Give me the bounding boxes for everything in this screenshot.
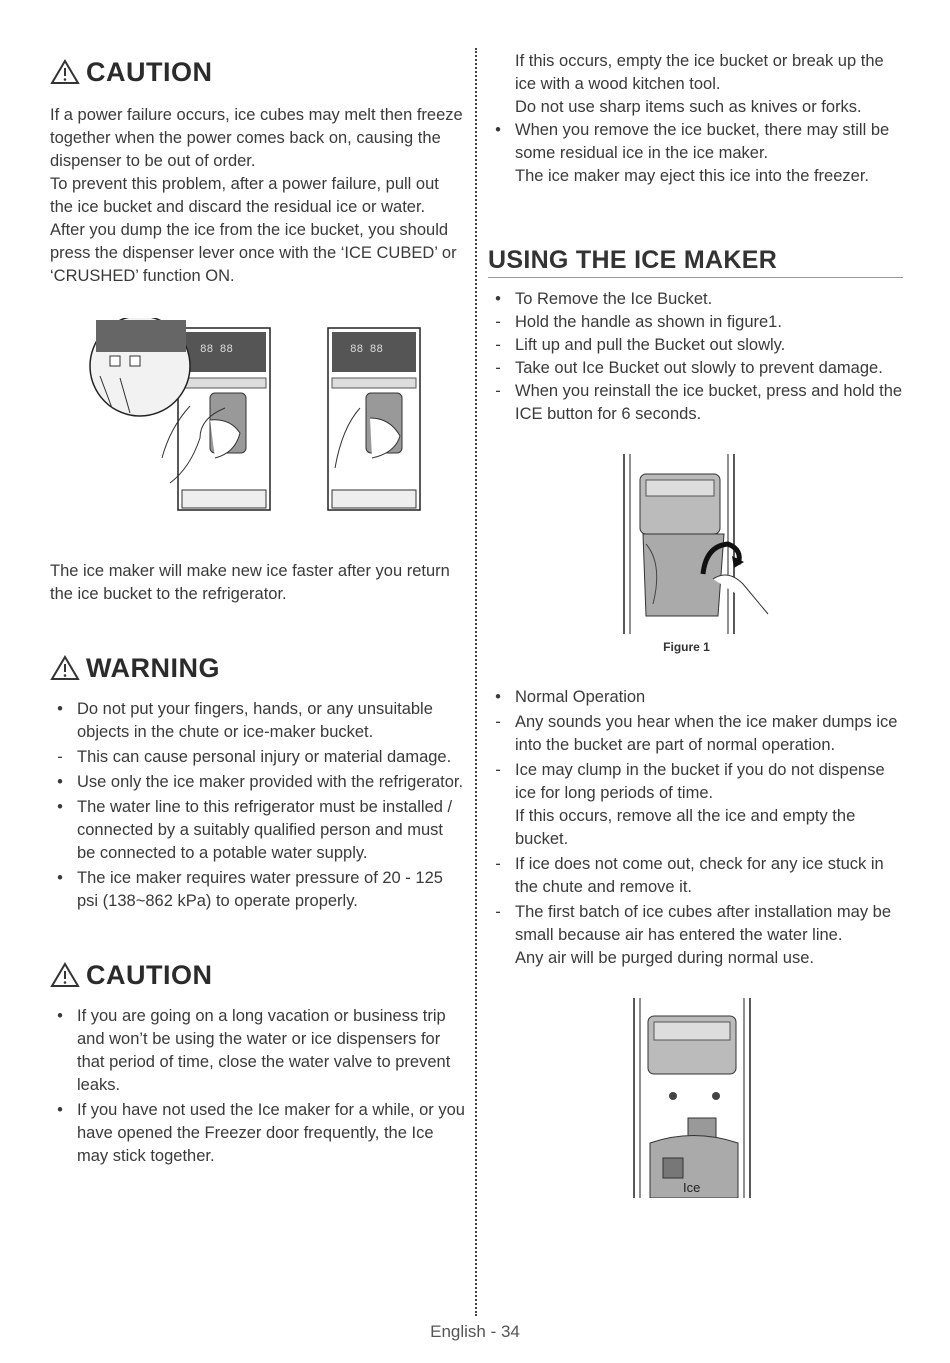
list-item: Do not use sharp items such as knives or forks.: [515, 98, 862, 116]
warning-triangle-icon: [50, 962, 80, 988]
figure-caption: Figure 1: [663, 640, 710, 654]
right-column: [488, 50, 903, 1198]
list-item: • When you remove the ice bucket, there may still be some residual ice in the ice maker.: [495, 121, 890, 162]
ice-maker-illustration: [488, 998, 903, 1198]
column-divider: [475, 48, 477, 1316]
list-item: - Ice may clump in the bucket if you do not dispense ice for long periods of time.: [495, 761, 885, 802]
list-item: • Normal Operation: [495, 688, 646, 706]
caution-heading-label: CAUTION: [86, 959, 213, 990]
warning-triangle-icon: [50, 655, 80, 681]
ice-bucket-notes: [488, 50, 903, 188]
refill-note: The ice maker will make new ice faster after you return the ice bucket to the refrigerator.: [50, 562, 450, 603]
caution-heading: [50, 953, 465, 997]
list-item: - When you reinstall the ice bucket, press and hold the ICE button for 6 seconds.: [495, 382, 903, 423]
caution-paragraph: To prevent this problem, after a power failure, pull out the ice bucket and discard the residual ice or water.: [50, 175, 439, 216]
remove-bucket-list: [488, 288, 903, 426]
list-item: - This can cause personal injury or material damage.: [57, 748, 452, 766]
caution-list: [50, 1005, 465, 1168]
section-title: USING THE ICE MAKER: [488, 246, 903, 278]
list-item: • Do not put your fingers, hands, or any unsuitable objects in the chute or ice-maker bucket.: [57, 700, 433, 741]
list-item: - Any sounds you hear when the ice maker dumps ice into the bucket are part of normal operation.: [495, 713, 898, 754]
ice-bucket-removal-illustration: [488, 454, 903, 636]
normal-operation-list: [488, 686, 903, 970]
list-item: • Use only the ice maker provided with the refrigerator.: [57, 773, 464, 791]
caution-paragraph: After you dump the ice from the ice bucket, you should press the dispenser lever once with the ‘ICE CUBED’ or ‘CRUSHED’ function ON.: [50, 221, 457, 285]
list-item: • The ice maker requires water pressure of 20 - 125 psi (138~862 kPa) to operate properly.: [57, 869, 443, 910]
list-item: - The first batch of ice cubes after installation may be small because air has entered the water line.: [495, 903, 892, 944]
warning-heading: [50, 646, 465, 690]
list-item: If this occurs, remove all the ice and empty the bucket.: [515, 807, 856, 848]
warning-triangle-icon: [50, 59, 80, 85]
list-item: • If you have not used the Ice maker for a while, or you have opened the Freezer door frequently, the Ice may stick together.: [57, 1101, 465, 1165]
page-footer: English - 34: [430, 1322, 520, 1341]
list-item: The ice maker may eject this ice into the freezer.: [515, 167, 869, 185]
list-item: - Hold the handle as shown in figure1.: [495, 313, 782, 331]
caution-heading-label: CAUTION: [86, 56, 213, 87]
caution-text: [50, 104, 465, 288]
ice-label: Ice: [683, 1180, 701, 1195]
list-item: If this occurs, empty the ice bucket or break up the ice with a wood kitchen tool.: [515, 52, 884, 93]
list-item: - Lift up and pull the Bucket out slowly.: [495, 336, 786, 354]
caution-heading: [50, 50, 465, 94]
list-item: • The water line to this refrigerator must be installed / connected by a suitably qualified person and must be connected to a potable water supply.: [57, 798, 453, 862]
svg-text:88 88: 88 88: [200, 344, 234, 356]
list-item: • To Remove the Ice Bucket.: [495, 290, 713, 308]
list-item: - If ice does not come out, check for any ice stuck in the chute and remove it.: [495, 855, 884, 896]
svg-text:88 88: 88 88: [350, 344, 384, 356]
left-column: [50, 50, 465, 1168]
list-item: - Take out Ice Bucket out slowly to prevent damage.: [495, 359, 883, 377]
caution-paragraph: If a power failure occurs, ice cubes may melt then freeze together when the power comes back on, causing the dispenser to be out of order.: [50, 106, 463, 170]
warning-heading-label: WARNING: [86, 652, 220, 683]
list-item: • If you are going on a long vacation or business trip and won’t be using the water or ice dispensers for that period of time, close the water valve to prevent leaks.: [57, 1007, 451, 1094]
warning-list: [50, 698, 465, 913]
dispenser-illustration: [50, 318, 465, 548]
list-item: Any air will be purged during normal use.: [515, 949, 814, 967]
